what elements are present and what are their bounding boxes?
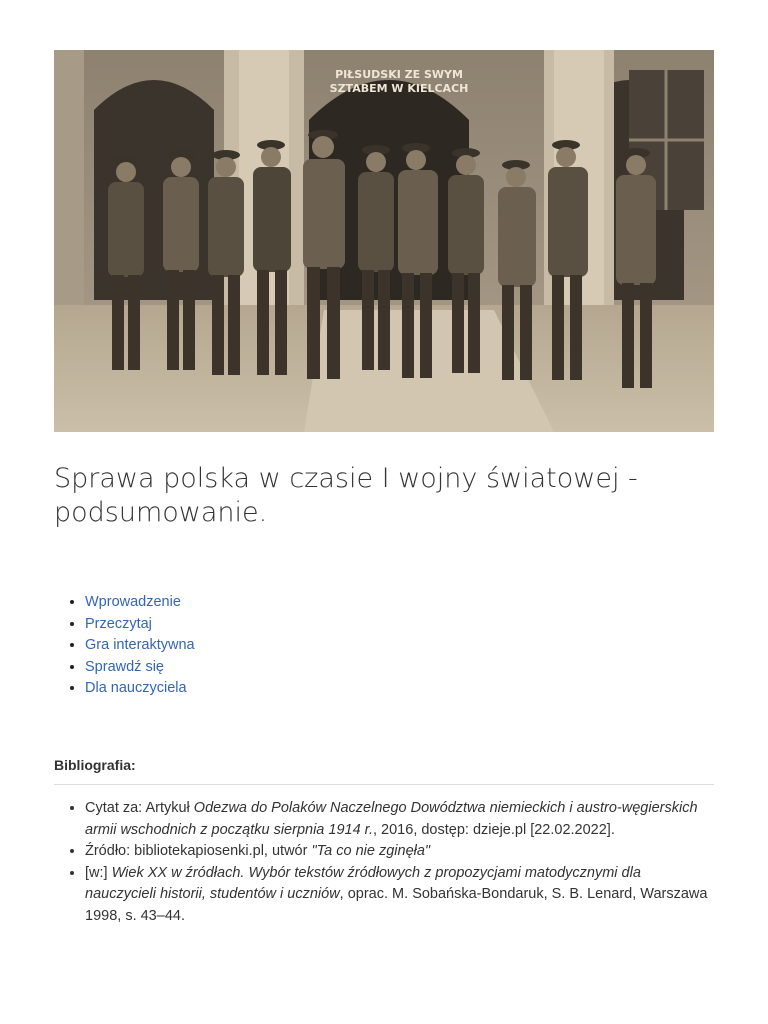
soldiers-group	[108, 130, 656, 388]
bib-item-title: "Ta co nie zginęła"	[311, 843, 431, 860]
bibliography-divider	[54, 784, 714, 785]
bib-item-title: Odezwa do Polaków Naczelnego Dowództwa niemieckich i austro-węgierskich armii wschodnich z początku sierpnia 1914 r.	[85, 800, 698, 838]
bibliography-heading: Bibliografia:	[54, 757, 136, 773]
bibliography-item	[85, 798, 715, 841]
bib-item-suffix: , oprac. M. Sobańska-Bondaruk, S. B. Lenard, Warszawa 1998, s. 43–44.	[85, 886, 708, 924]
nav-link-przeczytaj[interactable]: Przeczytaj	[85, 615, 152, 632]
hero-photo-illustration	[54, 50, 714, 432]
bibliography-item	[85, 863, 715, 928]
bibliography-list	[54, 798, 715, 928]
photo-caption-line2: SZTABEM W KIELCACH	[329, 82, 469, 95]
bib-item-prefix: Źródło: bibliotekapiosenki.pl, utwór	[85, 843, 312, 860]
bib-item-prefix: [w:]	[85, 864, 112, 881]
photo-caption-line1: PIŁSUDSKI ZE SWYM	[335, 68, 463, 81]
bibliography-item	[85, 841, 715, 863]
nav-link-dla-nauczyciela[interactable]: Dla nauczyciela	[85, 680, 187, 697]
nav-link-sprawdz-sie[interactable]: Sprawdź się	[85, 658, 164, 675]
nav-item	[85, 592, 195, 614]
page-title: Sprawa polska w czasie I wojny światowej - podsumowanie.	[54, 463, 638, 528]
nav-item	[85, 635, 195, 657]
bib-item-suffix: , 2016, dostęp: dzieje.pl [22.02.2022].	[373, 821, 615, 838]
section-nav	[54, 592, 195, 700]
nav-link-gra-interaktywna[interactable]: Gra interaktywna	[85, 637, 195, 654]
nav-item	[85, 614, 195, 636]
nav-item	[85, 657, 195, 679]
bib-item-prefix: Cytat za: Artykuł	[85, 800, 194, 816]
nav-link-wprowadzenie[interactable]: Wprowadzenie	[85, 594, 181, 610]
hero-photo	[54, 50, 714, 432]
bib-item-title: Wiek XX w źródłach. Wybór tekstów źródłowych z propozycjami matodycznymi dla nauczycieli historii, studentów i uczniów	[85, 864, 641, 903]
nav-item	[85, 678, 195, 700]
